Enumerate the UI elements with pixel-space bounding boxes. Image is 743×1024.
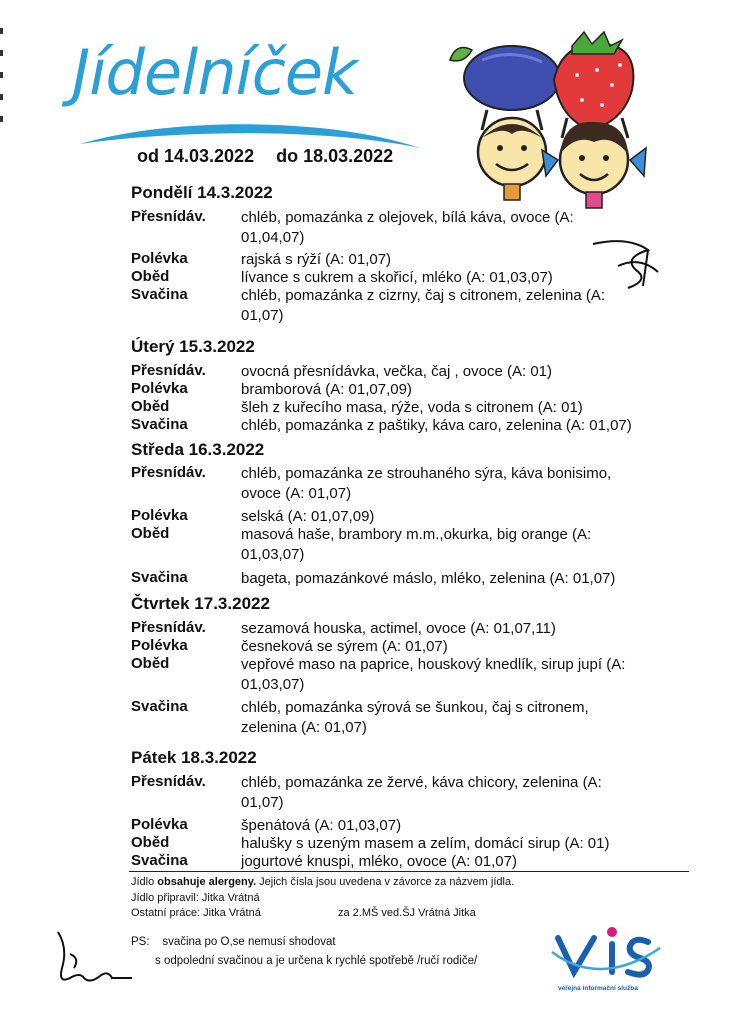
date-to: do 18.03.2022: [276, 146, 394, 166]
meal-text: jogurtové knuspi, mléko, ovoce (A: 01,07): [241, 853, 517, 870]
meal-text: chléb, pomazánka ze strouhaného sýra, káva bonisimo, ovoce (A: 01,07): [241, 465, 612, 502]
meal-text: lívance s cukrem a skořicí, mléko (A: 01,03,07): [241, 269, 553, 286]
meal-text: špenátová (A: 01,03,07): [241, 817, 402, 834]
margin-mark: [0, 94, 3, 100]
meal-label: Svačina: [131, 416, 188, 433]
meal-label: Přesnídáv.: [131, 619, 206, 636]
date-from: od 14.03.2022: [137, 146, 255, 166]
meal-text: rajská s rýží (A: 01,07): [241, 251, 392, 268]
meal-text: masová haše, brambory m.m.,okurka, big orange (A: 01,03,07): [241, 526, 592, 563]
meal-label: Polévka: [131, 250, 188, 267]
meal-label: Polévka: [131, 816, 188, 833]
meal-label: Přesnídáv.: [131, 362, 206, 379]
ps-note: PS: svačina po O,se nemusí shodovat s odpolední svačinou a je určena k rychlé spotřebě /ručí rodiče/: [131, 936, 478, 967]
day-heading: Čtvrtek 17.3.2022: [131, 594, 270, 613]
meal-label: Oběd: [131, 525, 170, 542]
meal-text: šleh z kuřecího masa, rýže, voda s citronem (A: 01): [241, 399, 583, 416]
meal-label: Svačina: [131, 698, 188, 715]
margin-mark: [0, 50, 3, 56]
meal-text: chléb, pomazánka z olejovek, bílá káva, ovoce (A: 01,04,07): [241, 209, 574, 246]
meal-text: vepřové maso na paprice, houskový knedlík, sirup jupí (A: 01,03,07): [241, 656, 626, 693]
meal-text: chléb, pomazánka z paštiky, káva caro, zelenina (A: 01,07): [241, 417, 632, 434]
responsible-person: za 2.MŠ ved.ŠJ Vrátná Jitka: [338, 907, 476, 919]
meal-text: chléb, pomazánka sýrová se šunkou, čaj s citronem, zelenina (A: 01,07): [241, 699, 589, 736]
meal-label: Polévka: [131, 637, 188, 654]
meal-text: ovocná přesnídávka, večka, čaj , ovoce (A: 01): [241, 363, 552, 380]
margin-mark: [0, 28, 3, 34]
meal-text: sezamová houska, actimel, ovoce (A: 01,07,11): [241, 620, 556, 637]
meal-label: Svačina: [131, 569, 188, 586]
page-title: Jídelníček: [72, 36, 357, 109]
meal-label: Polévka: [131, 507, 188, 524]
signature-bottom: [40, 928, 135, 990]
meal-label: Oběd: [131, 268, 170, 285]
meal-text: halušky s uzeným masem a zelím, domácí sirup (A: 01): [241, 835, 610, 852]
meal-text: chléb, pomazánka z cizrny, čaj s citronem, zelenina (A: 01,07): [241, 287, 606, 324]
margin-mark: [0, 116, 3, 122]
meal-label: Oběd: [131, 655, 170, 672]
day-heading: Úterý 15.3.2022: [131, 337, 255, 356]
meal-text: česneková se sýrem (A: 01,07): [241, 638, 448, 655]
allergen-note: Jídlo obsahuje alergeny. Jejich čísla jsou uvedena v závorce za názvem jídla.: [131, 876, 515, 888]
day-heading: Pondělí 14.3.2022: [131, 183, 273, 202]
meal-label: Svačina: [131, 852, 188, 869]
meal-label: Přesnídáv.: [131, 464, 206, 481]
meal-label: Oběd: [131, 398, 170, 415]
meal-label: Svačina: [131, 286, 188, 303]
footer-divider: [129, 871, 689, 872]
vis-logo: [550, 918, 670, 984]
other-work: Ostatní práce: Jitka Vrátná: [131, 907, 261, 919]
meal-label: Polévka: [131, 380, 188, 397]
day-heading: Středa 16.3.2022: [131, 440, 265, 459]
vis-tagline: veřejná informační služba: [558, 985, 638, 992]
meal-text: bramborová (A: 01,07,09): [241, 381, 412, 398]
meal-label: Oběd: [131, 834, 170, 851]
margin-mark: [0, 72, 3, 78]
fruit-kids-illustration: [442, 30, 667, 220]
day-heading: Pátek 18.3.2022: [131, 748, 257, 767]
meal-text: bageta, pomazánkové máslo, mléko, zelenina (A: 01,07): [241, 570, 616, 587]
meal-label: Přesnídáv.: [131, 208, 206, 225]
meal-text: chléb, pomazánka ze žervé, káva chicory, zelenina (A: 01,07): [241, 774, 602, 811]
date-range: [137, 146, 415, 167]
prepared-by: Jídlo připravil: Jitka Vrátná: [131, 892, 260, 904]
meal-text: selská (A: 01,07,09): [241, 508, 375, 525]
meal-label: Přesnídáv.: [131, 773, 206, 790]
